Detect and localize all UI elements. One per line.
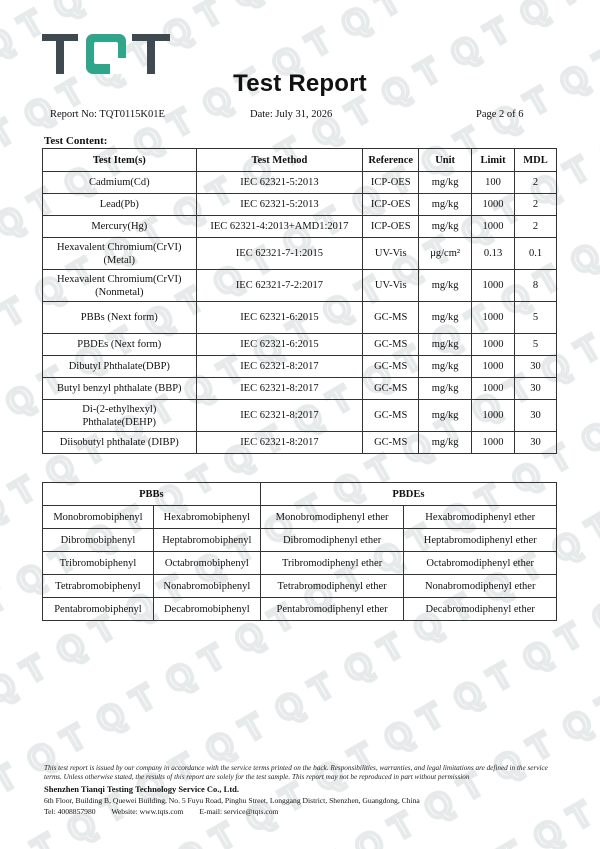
cell-unit: mg/kg bbox=[419, 270, 472, 302]
cell-method: IEC 62321-8:2017 bbox=[196, 378, 363, 400]
header-mdl: MDL bbox=[515, 149, 557, 172]
table-row bbox=[43, 334, 557, 356]
cell-item: Mercury(Hg) bbox=[43, 216, 197, 238]
cell-method: IEC 62321-8:2017 bbox=[196, 356, 363, 378]
table-cell: Heptabromobiphenyl bbox=[153, 529, 260, 552]
cell-item: Hexavalent Chromium(CrVI) (Metal) bbox=[43, 238, 197, 270]
table-cell: Tribromobiphenyl bbox=[43, 552, 154, 575]
cell-reference: GC-MS bbox=[363, 400, 419, 432]
cell-item: PBBs (Next form) bbox=[43, 302, 197, 334]
cell-item: Lead(Pb) bbox=[43, 194, 197, 216]
cell-method: IEC 62321-5:2013 bbox=[196, 172, 363, 194]
cell-limit: 1000 bbox=[472, 334, 515, 356]
cell-reference: UV-Vis bbox=[363, 270, 419, 302]
report-date: Date: July 31, 2026 bbox=[250, 109, 333, 120]
section-label: Test Content: bbox=[44, 135, 108, 147]
table-row bbox=[43, 238, 557, 270]
header-test-item: Test Item(s) bbox=[43, 149, 197, 172]
table-cell: Tribromodiphenyl ether bbox=[260, 552, 404, 575]
table-row bbox=[43, 575, 557, 598]
report-title: Test Report bbox=[233, 70, 367, 97]
table-cell: Dibromodiphenyl ether bbox=[260, 529, 404, 552]
cell-unit: mg/kg bbox=[419, 432, 472, 454]
cell-unit: mg/kg bbox=[419, 172, 472, 194]
cell-method: IEC 62321-4:2013+AMD1:2017 bbox=[196, 216, 363, 238]
contact-line bbox=[44, 807, 292, 816]
header-pbdes: PBDEs bbox=[260, 483, 556, 506]
cell-limit: 1000 bbox=[472, 302, 515, 334]
results-header-row bbox=[43, 149, 557, 172]
table-cell: Octabromobiphenyl bbox=[153, 552, 260, 575]
cell-limit: 1000 bbox=[472, 194, 515, 216]
cell-limit: 1000 bbox=[472, 270, 515, 302]
cell-mdl: 30 bbox=[515, 400, 557, 432]
cell-unit: mg/kg bbox=[419, 302, 472, 334]
table-cell: Nonabromodiphenyl ether bbox=[404, 575, 557, 598]
cell-mdl: 8 bbox=[515, 270, 557, 302]
cell-mdl: 2 bbox=[515, 216, 557, 238]
table-row bbox=[43, 356, 557, 378]
cell-limit: 1000 bbox=[472, 400, 515, 432]
page-number: Page 2 of 6 bbox=[476, 109, 524, 120]
table-cell: Pentabromodiphenyl ether bbox=[260, 598, 404, 621]
cell-method: IEC 62321-5:2013 bbox=[196, 194, 363, 216]
cell-limit: 1000 bbox=[472, 378, 515, 400]
table-cell: Monobromobiphenyl bbox=[43, 506, 154, 529]
cell-unit: mg/kg bbox=[419, 400, 472, 432]
cell-item: Dibutyl Phthalate(DBP) bbox=[43, 356, 197, 378]
cell-item: Butyl benzyl phthalate (BBP) bbox=[43, 378, 197, 400]
table-row bbox=[43, 302, 557, 334]
cell-item: Diisobutyl phthalate (DIBP) bbox=[43, 432, 197, 454]
cell-unit: mg/kg bbox=[419, 194, 472, 216]
table-cell: Tetrabromobiphenyl bbox=[43, 575, 154, 598]
cell-mdl: 5 bbox=[515, 302, 557, 334]
table-cell: Hexabromodiphenyl ether bbox=[404, 506, 557, 529]
tqt-logo bbox=[42, 34, 172, 74]
table-row bbox=[43, 400, 557, 432]
cell-item: PBDEs (Next form) bbox=[43, 334, 197, 356]
header-reference: Reference bbox=[363, 149, 419, 172]
table-row bbox=[43, 598, 557, 621]
table-row bbox=[43, 194, 557, 216]
header-limit: Limit bbox=[472, 149, 515, 172]
cell-method: IEC 62321-7-2:2017 bbox=[196, 270, 363, 302]
table-cell: Pentabromobiphenyl bbox=[43, 598, 154, 621]
results-table bbox=[42, 148, 557, 454]
table-row bbox=[43, 432, 557, 454]
table-row bbox=[43, 270, 557, 302]
cell-method: IEC 62321-8:2017 bbox=[196, 400, 363, 432]
cell-unit: mg/kg bbox=[419, 334, 472, 356]
cell-mdl: 0.1 bbox=[515, 238, 557, 270]
table-cell: Monobromodiphenyl ether bbox=[260, 506, 404, 529]
table-cell: Hexabromobiphenyl bbox=[153, 506, 260, 529]
report-number: Report No: TQT0115K01E bbox=[50, 109, 165, 120]
congener-header-row bbox=[43, 483, 557, 506]
congener-table bbox=[42, 482, 557, 621]
cell-limit: 0.13 bbox=[472, 238, 515, 270]
table-cell: Dibromobiphenyl bbox=[43, 529, 154, 552]
table-cell: Nonabromobiphenyl bbox=[153, 575, 260, 598]
cell-reference: GC-MS bbox=[363, 334, 419, 356]
cell-reference: ICP-OES bbox=[363, 172, 419, 194]
disclaimer-text: This test report is issued by our company in accordance with the service terms printed on the back. Responsibilities, warranties, and legal limitations are defined in the service terms. Unless otherwise stated, the results of this report are solely for the test sample. This report may not be reproduced in part without permission bbox=[44, 764, 548, 781]
cell-reference: ICP-OES bbox=[363, 216, 419, 238]
table-cell: Octabromodiphenyl ether bbox=[404, 552, 557, 575]
company-name: Shenzhen Tianqi Testing Technology Service Co., Ltd. bbox=[44, 784, 239, 794]
table-row bbox=[43, 378, 557, 400]
cell-reference: ICP-OES bbox=[363, 194, 419, 216]
cell-reference: GC-MS bbox=[363, 356, 419, 378]
cell-method: IEC 62321-7-1:2015 bbox=[196, 238, 363, 270]
contact-email[interactable]: E-mail: service@tqts.com bbox=[199, 807, 279, 816]
table-row bbox=[43, 172, 557, 194]
cell-mdl: 2 bbox=[515, 194, 557, 216]
table-row bbox=[43, 506, 557, 529]
header-pbbs: PBBs bbox=[43, 483, 261, 506]
contact-website[interactable]: Website: www.tqts.com bbox=[111, 807, 184, 816]
contact-tel: Tel: 4008857980 bbox=[44, 807, 96, 816]
cell-reference: GC-MS bbox=[363, 302, 419, 334]
cell-mdl: 30 bbox=[515, 378, 557, 400]
table-row bbox=[43, 529, 557, 552]
cell-mdl: 30 bbox=[515, 356, 557, 378]
cell-limit: 100 bbox=[472, 172, 515, 194]
cell-method: IEC 62321-8:2017 bbox=[196, 432, 363, 454]
table-row bbox=[43, 552, 557, 575]
cell-reference: UV-Vis bbox=[363, 238, 419, 270]
cell-mdl: 30 bbox=[515, 432, 557, 454]
table-cell: Tetrabromodiphenyl ether bbox=[260, 575, 404, 598]
table-cell: Heptabromodiphenyl ether bbox=[404, 529, 557, 552]
cell-unit: mg/kg bbox=[419, 378, 472, 400]
cell-limit: 1000 bbox=[472, 216, 515, 238]
table-cell: Decabromobiphenyl bbox=[153, 598, 260, 621]
cell-item: Cadmium(Cd) bbox=[43, 172, 197, 194]
cell-method: IEC 62321-6:2015 bbox=[196, 302, 363, 334]
table-row bbox=[43, 216, 557, 238]
cell-item: Di-(2-ethylhexyl) Phthalate(DEHP) bbox=[43, 400, 197, 432]
cell-reference: GC-MS bbox=[363, 378, 419, 400]
table-cell: Decabromodiphenyl ether bbox=[404, 598, 557, 621]
cell-mdl: 2 bbox=[515, 172, 557, 194]
cell-method: IEC 62321-6:2015 bbox=[196, 334, 363, 356]
cell-unit: mg/kg bbox=[419, 356, 472, 378]
cell-mdl: 5 bbox=[515, 334, 557, 356]
header-unit: Unit bbox=[419, 149, 472, 172]
cell-unit: mg/kg bbox=[419, 216, 472, 238]
cell-item: Hexavalent Chromium(CrVI) (Nonmetal) bbox=[43, 270, 197, 302]
company-address: 6th Floor, Building B, Quewei Building, No. 5 Fuyu Road, Pinghu Street, Longgang District, Shenzhen, Guangdong, China bbox=[44, 796, 420, 805]
cell-limit: 1000 bbox=[472, 432, 515, 454]
cell-unit: μg/cm² bbox=[419, 238, 472, 270]
cell-limit: 1000 bbox=[472, 356, 515, 378]
header-test-method: Test Method bbox=[196, 149, 363, 172]
cell-reference: GC-MS bbox=[363, 432, 419, 454]
